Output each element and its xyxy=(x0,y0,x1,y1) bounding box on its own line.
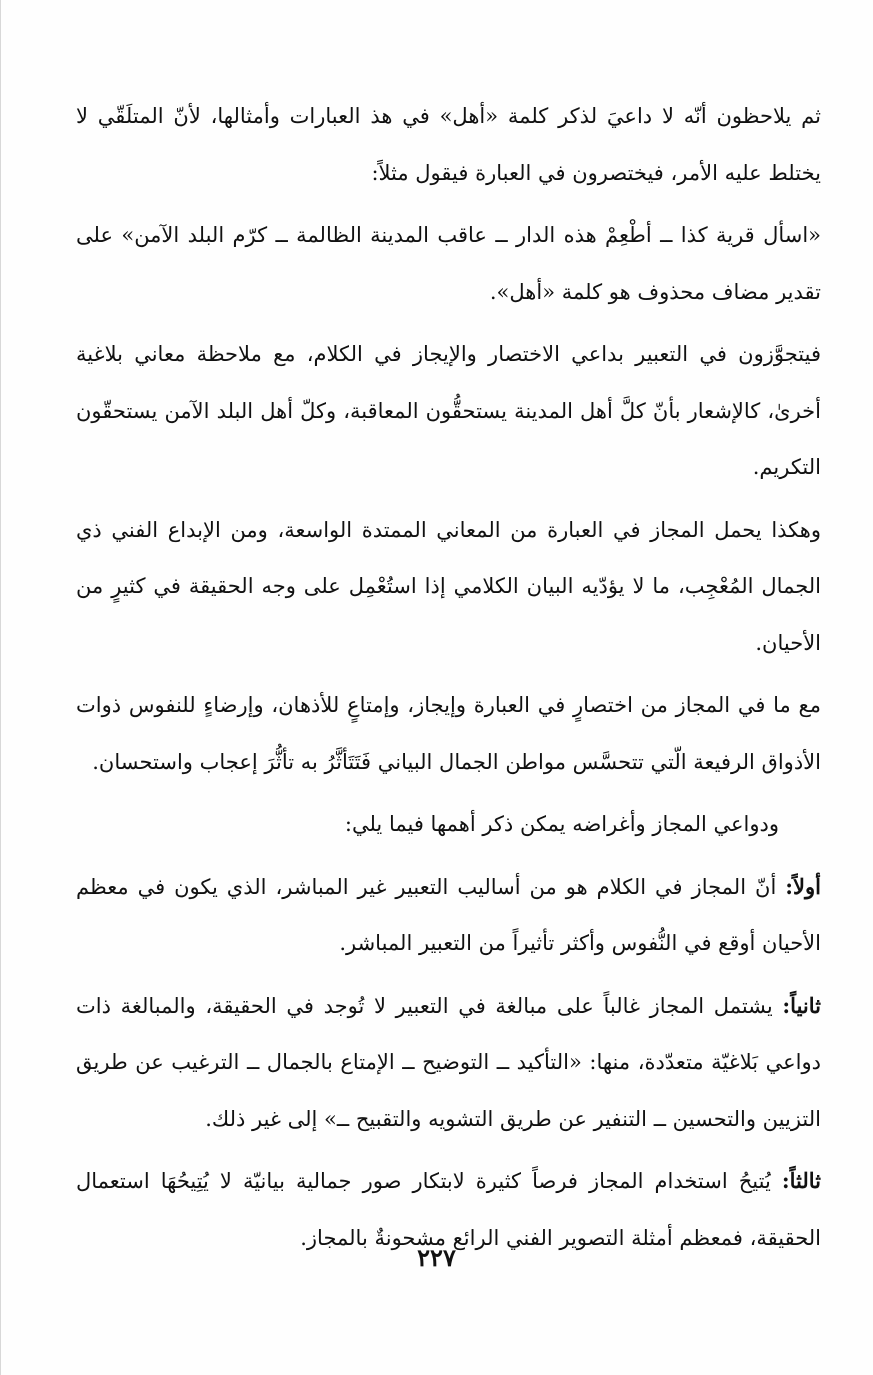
scan-edge-left xyxy=(0,0,1,1375)
paragraph-3-text: فيتجوَّزون في التعبير بداعي الاختصار والإيجاز في الكلام، مع ملاحظة معاني بلاغية أخرىٰ، كالإشعار بأنّ كلَّ أهل المدينة يستحقُّون المعاقبة، وكلّ أهل البلد الآمن يستحقّون التكريم. xyxy=(76,342,821,479)
paragraph-3 xyxy=(76,326,821,496)
point-second-label: ثانياً: xyxy=(782,992,821,1018)
paragraph-6 xyxy=(76,796,821,853)
paragraph-4 xyxy=(76,502,821,672)
point-third-text: يُتيحُ استخدام المجاز فرصاً كثيرة لابتكار صور جمالية بيانيّة لا يُتِيحُهَا استعمال الحقيقة، فمعظم أمثلة التصوير الفني الرائع مشحونةٌ بالمجاز. xyxy=(76,1169,821,1250)
point-first-text: أنّ المجاز في الكلام هو من أساليب التعبير غير المباشر، الذي يكون في معظم الأحيان أوقع في النُّفوس وأكثر تأثيراً من التعبير المباشر. xyxy=(76,874,821,955)
page-number: ٢٢٧ xyxy=(417,1243,456,1272)
paragraph-2-text: «اسأل قرية كذا ــ أطْعِمْ هذه الدار ــ عاقب المدينة الظالمة ــ كرّم البلد الآمن» على تقدير مضاف محذوف هو كلمة «أهل». xyxy=(76,223,821,304)
paragraph-6-text: ودواعي المجاز وأغراضه يمكن ذكر أهمها فيما يلي: xyxy=(344,812,779,836)
paragraph-4-text: وهكذا يحمل المجاز في العبارة من المعاني الممتدة الواسعة، ومن الإبداع الفني ذي الجمال المُعْجِب، ما لا يؤدّيه البيان الكلامي إذا استُعْمِل على وجه الحقيقة في كثيرٍ من الأحيان. xyxy=(76,517,821,655)
point-third-label: ثالثاً: xyxy=(781,1168,821,1193)
point-first-label: أولاً: xyxy=(785,873,821,899)
point-second-text: يشتمل المجاز غالباً على مبالغة في التعبير لا تُوجد في الحقيقة، والمبالغة ذات دواعي بَلاغيّة متعدّدة، منها: «التأكيد ــ التوضيح ــ الإمتاع بالجمال ــ الترغيب عن طريق التزيين والتحسين ــ التنفير عن طريق التشويه والتقبيح ــ» إلى غير ذلك. xyxy=(76,993,821,1131)
page-body-text xyxy=(76,88,821,1272)
paragraph-5 xyxy=(76,677,821,790)
point-first xyxy=(76,859,821,972)
paragraph-1-text: ثم يلاحظون أنّه لا داعيَ لذكر كلمة «أهل» في هذ العبارات وأمثالها، لأنّ المتلَقّي لا يختلط عليه الأمر، فيختصرون في العبارة فيقول مثلاً: xyxy=(76,104,821,185)
paragraph-5-text: مع ما في المجاز من اختصارٍ في العبارة وإيجاز، وإمتاعٍ للأذهان، وإرضاءٍ للنفوس ذوات الأذواق الرفيعة الّتي تتحسَّس مواطن الجمال البياني فَتَتَأثَّرُ به تأثُّرَ إعجاب واستحسان. xyxy=(76,693,821,774)
paragraph-2-quote xyxy=(76,207,821,320)
point-second xyxy=(76,978,821,1148)
paragraph-1 xyxy=(76,88,821,201)
